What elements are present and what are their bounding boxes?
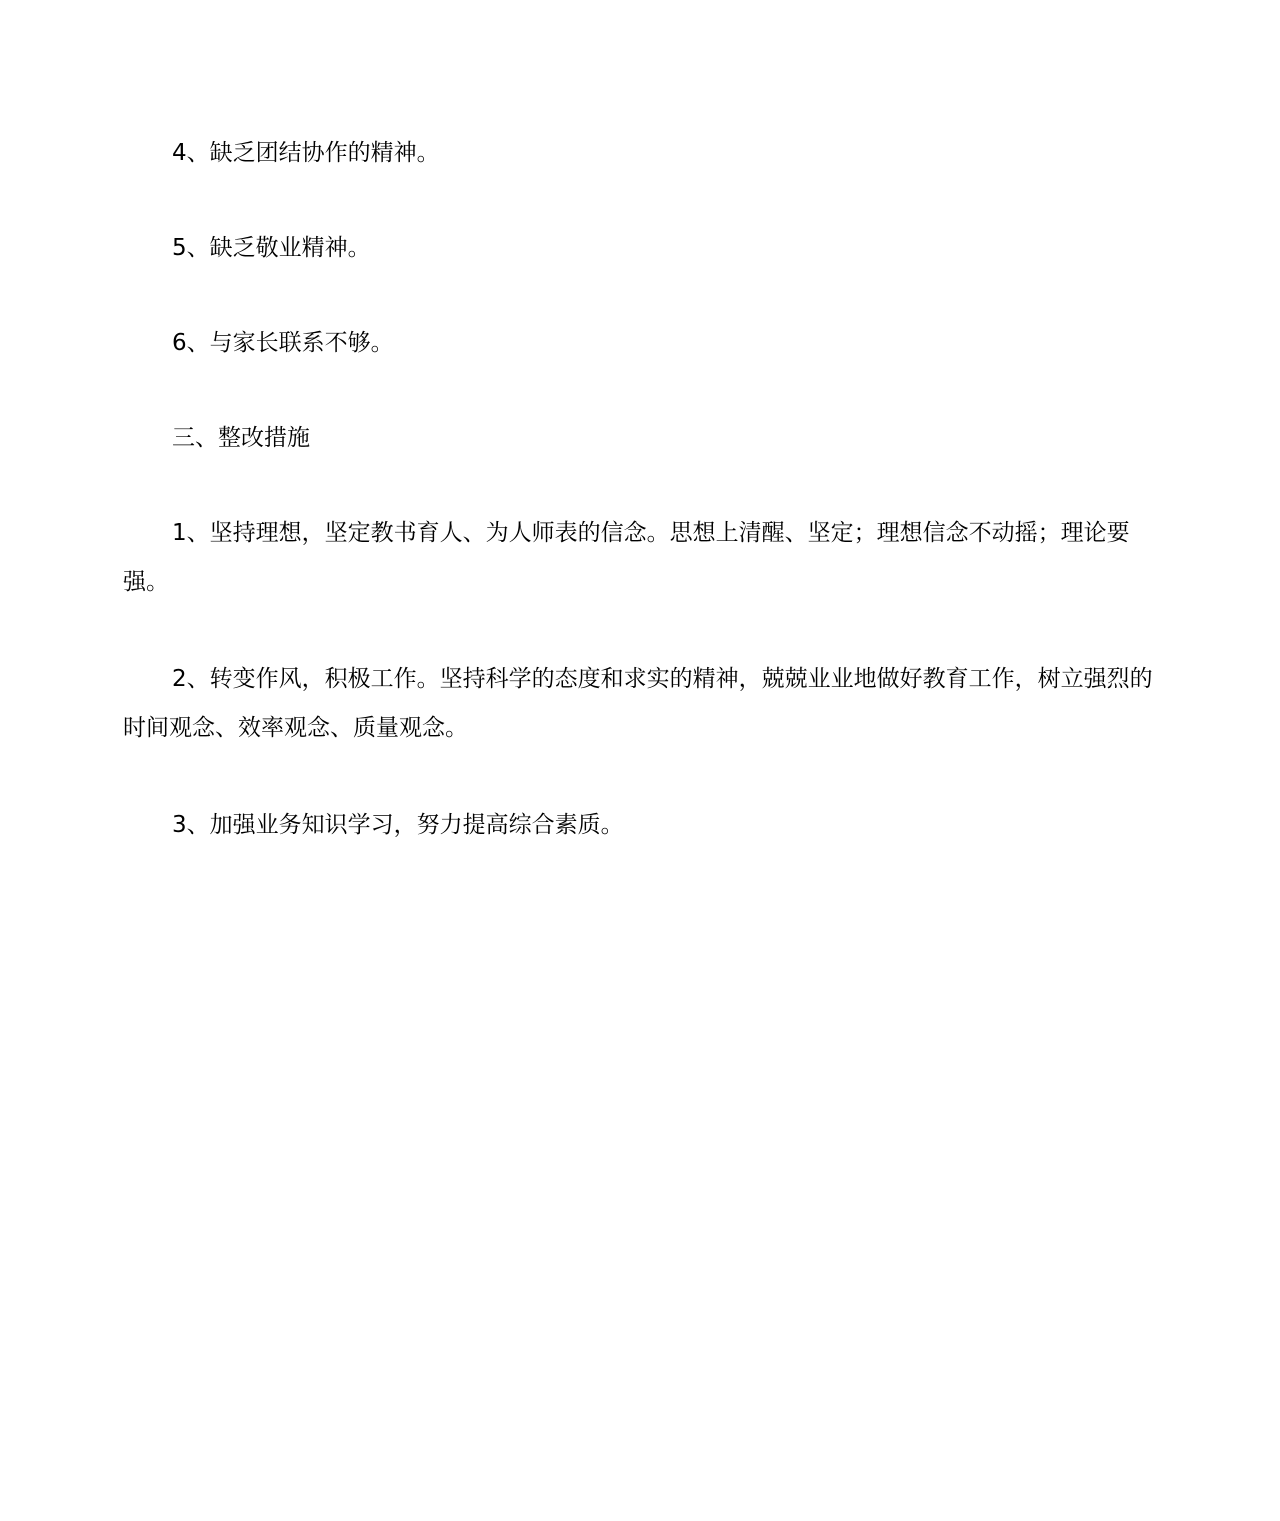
section-heading-rectification: 三、整改措施 (172, 425, 310, 451)
measure-item-1: 1、坚持理想，坚定教书育人、为人师表的信念。思想上清醒、坚定；理想信念不动摇；理论要强。 (123, 520, 1130, 595)
paragraph-item-5: 5、缺乏敬业精神。 (172, 235, 371, 261)
measure-item-3: 3、加强业务知识学习，努力提高综合素质。 (172, 812, 624, 838)
paragraph-item-6: 6、与家长联系不够。 (172, 330, 394, 356)
document-body (123, 129, 1165, 850)
measure-item-2: 2、转变作风，积极工作。坚持科学的态度和求实的精神，兢兢业业地做好教育工作，树立强烈的时间观念、效率观念、质量观念。 (123, 666, 1153, 741)
paragraph-item-4: 4、缺乏团结协作的精神。 (172, 140, 440, 166)
